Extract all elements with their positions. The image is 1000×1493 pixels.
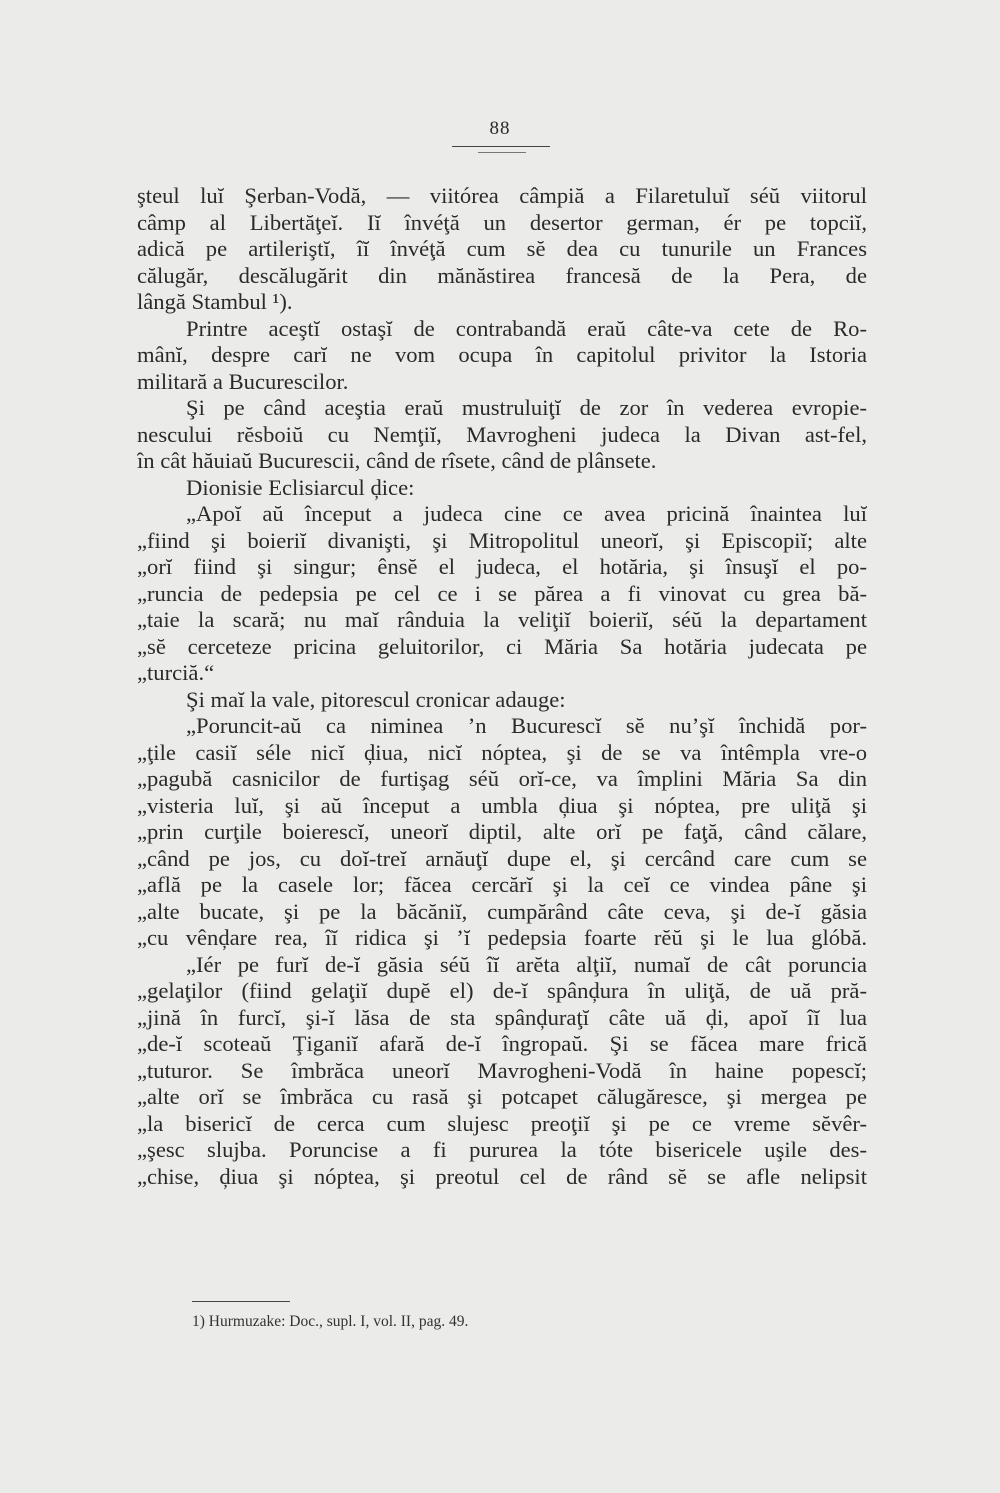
text-line: „Poruncit-aŭ ca niminea ’n Bucurescĭ sĕ nu’şĭ închidă por-: [186, 713, 867, 738]
text-line: „alte bucate, şi pe la băcăniĭ, cumpărând câte ceva, şi de-ĭ găsia: [137, 898, 867, 924]
text-line: „la bisericĭ de cerca cum slujesc preoţiĭ şi pe ce vreme sĕvêr-: [137, 1110, 867, 1136]
text-line: „de-ĭ scoteaŭ Ţiganiĭ afară de-ĭ îngropaŭ. Şi se făcea mare frică: [137, 1031, 867, 1056]
text-line: mânĭ, despre carĭ ne vom ocupa în capitolul privitor la Istoria: [137, 342, 867, 367]
text-line: „află pe la casele lor; făcea cercărĭ şi la ceĭ ce vindea pâne şi: [137, 872, 867, 897]
text-line: „Apoĭ aŭ început a judeca cine ce avea pricină înaintea luĭ: [186, 501, 867, 526]
text-line: „jină în furcĭ, şi-ĭ lăsa de sta spânḑuraţĭ câte uă ḑi, apoĭ îĭ lua: [137, 1004, 867, 1030]
body-text: [137, 183, 867, 1190]
text-line: Şi pe când aceştia eraŭ mustruluiţĭ de zor în vederea evropie-: [186, 395, 867, 420]
text-line: în cât hăuiaŭ Bucurescii, când de rîsete, când de plânsete.: [137, 448, 657, 473]
text-line: „sĕ cerceteze pricina geluitorilor, ci Măria Sa hotăria judecata pe: [137, 633, 867, 659]
text-line: câmp al Libertăţeĭ. Iĭ învéţă un desertor german, ér pe topciĭ,: [137, 209, 867, 235]
text-line: „chise, ḑiua şi nóptea, şi preotul cel de rând sĕ se afle nelipsit: [137, 1163, 867, 1189]
footnote: 1) Hurmuzake: Doc., supl. I, vol. II, pag. 49.: [192, 1313, 469, 1330]
text-line: „când pe jos, cu doĭ-treĭ arnăuţĭ dupe el, şi cercând care cum se: [137, 845, 867, 871]
text-line: „turciă.“: [137, 660, 215, 685]
text-line: „cu vênḑare rea, îĭ ridica şi ’ĭ pedepsia foarte rĕŭ şi le lua glóbă.: [137, 925, 867, 950]
text-line: „fiind şi boieriĭ divanişti, şi Mitropolitul uneorĭ, şi Episcopiĭ; alte: [137, 527, 867, 553]
footnote-rule: [192, 1301, 290, 1302]
text-line: „Iér pe furĭ de-ĭ găsia séŭ îĭ arĕta alţiĭ, numaĭ de cât poruncia: [186, 951, 867, 977]
text-line: „alte orĭ se îmbrăca cu rasă şi potcapet călugăresce, şi mergea pe: [137, 1084, 867, 1109]
text-line: „şesc slujba. Poruncise a fi pururea la tóte bisericele uşile des-: [137, 1137, 867, 1162]
page-number: 88: [489, 118, 511, 139]
text-line: „prin curţile boierescĭ, uneorĭ diptil, alte orĭ pe faţă, când călare,: [137, 819, 867, 844]
text-line: nescului rĕsboiŭ cu Nemţiĭ, Mavrogheni judeca la Divan ast-fel,: [137, 421, 867, 447]
text-line: „visteria luĭ, şi aŭ început a umbla ḑiua şi nóptea, pre uliţă şi: [137, 792, 867, 818]
text-line: „gelaţilor (fiind gelaţiĭ dupĕ el) de-ĭ spânḑura în uliţă, de uă pră-: [137, 978, 867, 1003]
text-line: „pagubă casnicilor de furtişag séŭ orĭ-ce, va împlini Măria Sa din: [137, 766, 867, 791]
text-line: Şi maĭ la vale, pitorescul cronicar adauge:: [186, 686, 566, 712]
text-line: „ţile casiĭ séle nicĭ ḑiua, nicĭ nóptea, şi de se va întêmpla vre-o: [137, 739, 867, 765]
text-line: „taie la scară; nu maĭ rânduia la veliţiĭ boieriĭ, séŭ la departament: [137, 607, 867, 632]
text-line: militară a Bucurescilor.: [137, 368, 349, 394]
header-rule: [452, 146, 550, 147]
text-line: Dionisie Eclisiarcul ḑice:: [186, 474, 415, 500]
text-line: Printre aceştĭ ostaşĭ de contrabandă eraŭ câte-va cete de Ro-: [186, 315, 867, 341]
text-line: adică pe artileriştĭ, îĭ învéţă cum sĕ dea cu tunurile un Frances: [137, 236, 867, 261]
text-line: „tuturor. Se îmbrăca uneorĭ Mavrogheni-Vodă în haine popescĭ;: [137, 1057, 867, 1083]
header-rule-short: [478, 152, 526, 153]
text-line: lângă Stambul ¹).: [137, 289, 293, 314]
text-line: călugăr, descălugărit din mănăstirea francesă de la Pera, de: [137, 262, 867, 288]
text-line: „orĭ fiind şi singur; ênsĕ el judeca, el hotăria, şi însuşĭ el po-: [137, 554, 867, 579]
text-line: „runcia de pedepsia pe cel ce i se părea a fi vinovat cu grea bă-: [137, 580, 867, 606]
text-line: ştеul luĭ Şerban-Vodă, — viitórea câmpiă a Filaretuluĭ séŭ viitorul: [137, 183, 867, 208]
